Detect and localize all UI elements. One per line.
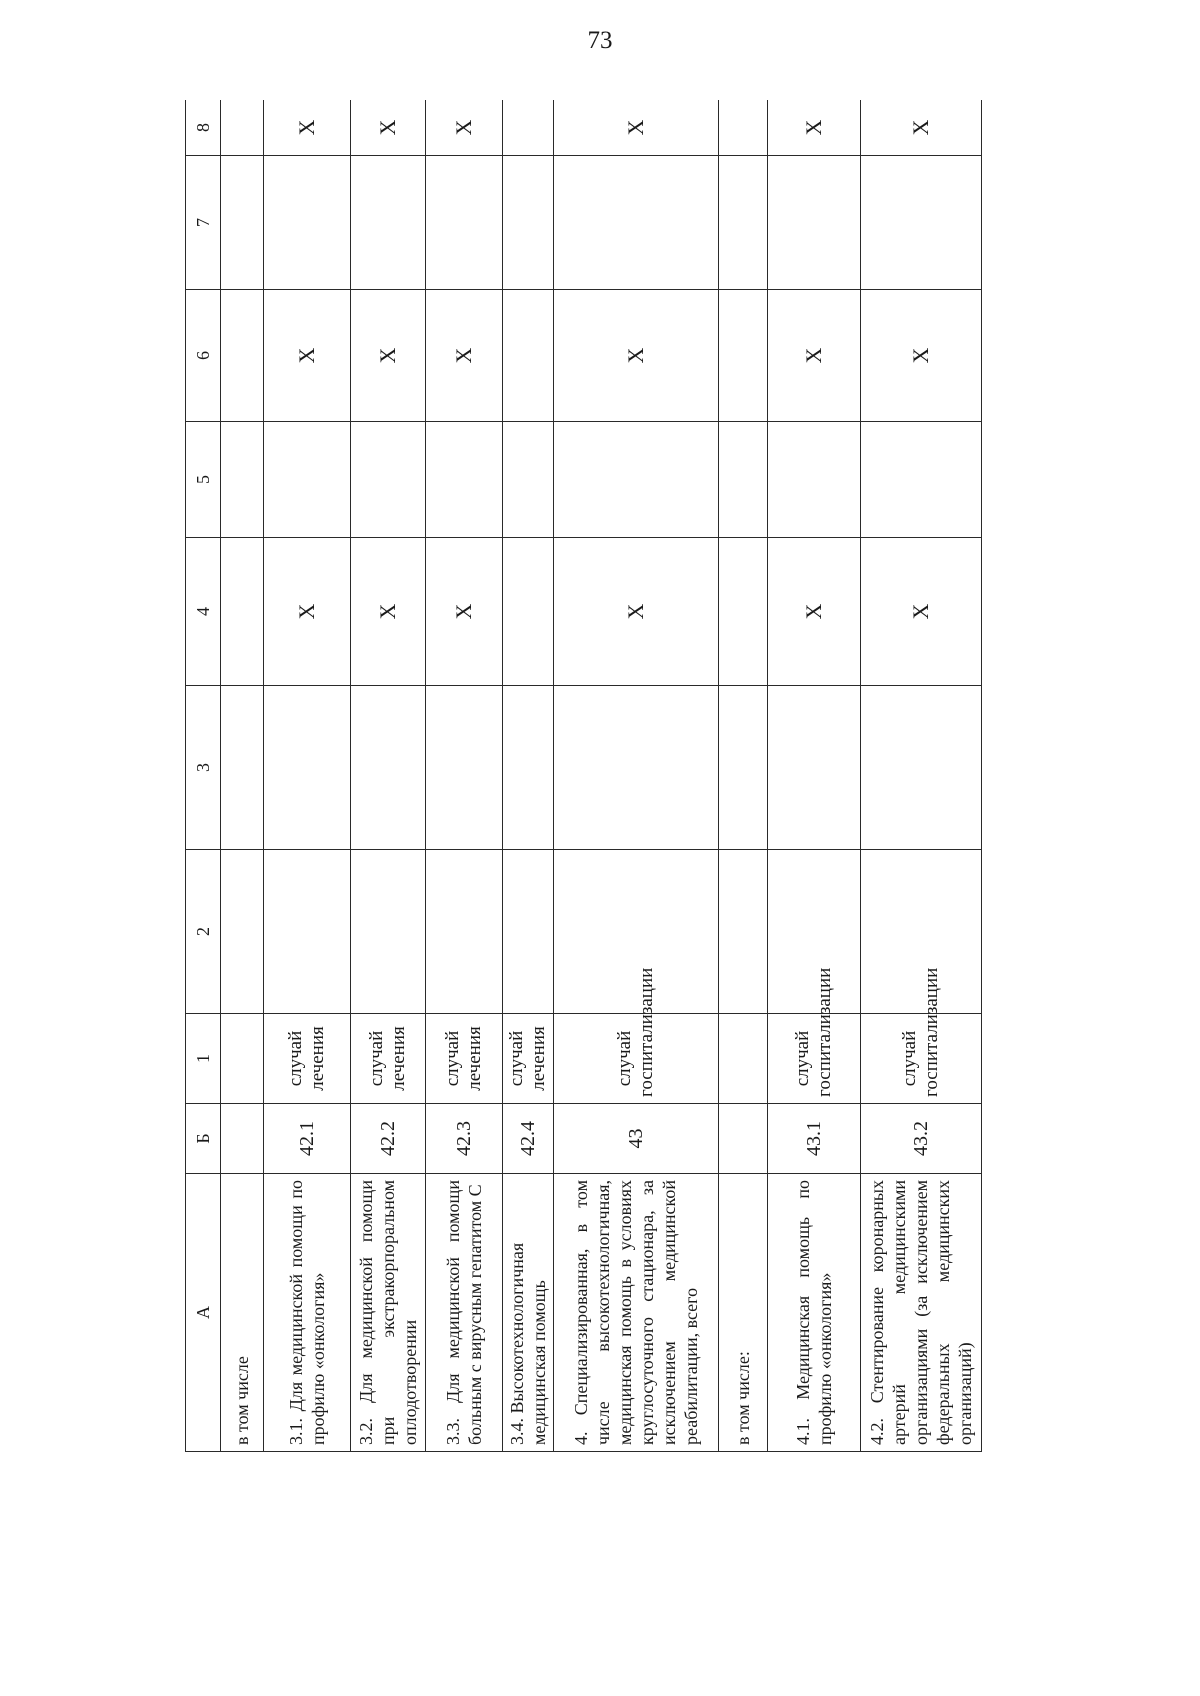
value-cell	[503, 290, 554, 422]
column-header: 1	[186, 1014, 221, 1104]
value-cell: Х	[264, 100, 351, 156]
column-header: 4	[186, 538, 221, 686]
value-cell	[264, 850, 351, 1014]
value-cell: Х	[554, 100, 719, 156]
value-cell	[426, 850, 503, 1014]
value-cell	[426, 686, 503, 850]
unit-cell: случай госпитализации	[861, 1014, 982, 1104]
unit-cell: случай лечения	[264, 1014, 351, 1104]
table-row	[221, 100, 264, 1452]
row-label: в том числе:	[719, 1174, 768, 1452]
data-table	[185, 100, 982, 1452]
unit-cell: случай лечения	[503, 1014, 554, 1104]
value-cell	[351, 422, 426, 538]
column-header: А	[186, 1174, 221, 1452]
value-cell	[503, 156, 554, 290]
unit-cell	[719, 1014, 768, 1104]
value-cell	[503, 850, 554, 1014]
value-cell	[264, 422, 351, 538]
table-row	[554, 100, 719, 1452]
row-label: 4.2. Стентирование коронарных артерий медицинскими организациями (за исключением федеральных медицинских организаций)	[861, 1174, 982, 1452]
value-cell	[221, 156, 264, 290]
value-cell: Х	[426, 538, 503, 686]
value-cell: Х	[264, 290, 351, 422]
value-cell	[221, 422, 264, 538]
column-header: 7	[186, 156, 221, 290]
row-code	[221, 1104, 264, 1174]
row-code: 42.3	[426, 1104, 503, 1174]
value-cell: Х	[426, 100, 503, 156]
value-cell: Х	[426, 290, 503, 422]
unit-cell: случай лечения	[351, 1014, 426, 1104]
value-cell	[426, 156, 503, 290]
value-cell	[221, 850, 264, 1014]
value-cell: Х	[351, 100, 426, 156]
value-cell	[554, 156, 719, 290]
table-row	[861, 100, 982, 1452]
row-label: 3.3. Для медицинской помощи больным с вирусным гепатитом С	[426, 1174, 503, 1452]
value-cell	[503, 422, 554, 538]
value-cell	[719, 538, 768, 686]
row-code: 42.1	[264, 1104, 351, 1174]
value-cell	[719, 686, 768, 850]
value-cell	[719, 850, 768, 1014]
rotated-table-container	[185, 100, 996, 1452]
table-row	[351, 100, 426, 1452]
value-cell	[503, 100, 554, 156]
column-header: 6	[186, 290, 221, 422]
value-cell	[264, 156, 351, 290]
table-row	[264, 100, 351, 1452]
row-code: 43.2	[861, 1104, 982, 1174]
row-label: в том числе	[221, 1174, 264, 1452]
table-header-row	[186, 100, 221, 1452]
row-code: 42.4	[503, 1104, 554, 1174]
row-code: 43	[554, 1104, 719, 1174]
value-cell	[221, 100, 264, 156]
table-row	[768, 100, 861, 1452]
column-header: 5	[186, 422, 221, 538]
value-cell	[351, 156, 426, 290]
value-cell: Х	[351, 538, 426, 686]
value-cell	[554, 422, 719, 538]
unit-cell: случай госпитализации	[768, 1014, 861, 1104]
value-cell	[221, 538, 264, 686]
value-cell	[264, 686, 351, 850]
table-row	[719, 100, 768, 1452]
value-cell	[768, 156, 861, 290]
table-row	[426, 100, 503, 1452]
value-cell	[719, 156, 768, 290]
value-cell	[351, 850, 426, 1014]
value-cell: Х	[861, 100, 982, 156]
value-cell	[351, 686, 426, 850]
value-cell	[719, 422, 768, 538]
value-cell: Х	[861, 290, 982, 422]
column-header: 8	[186, 100, 221, 156]
row-code	[719, 1104, 768, 1174]
column-header: Б	[186, 1104, 221, 1174]
row-label: 3.4. Высокотехнологичная медицинская помощь	[503, 1174, 554, 1452]
value-cell	[861, 686, 982, 850]
value-cell: Х	[861, 538, 982, 686]
page-number: 73	[587, 27, 613, 54]
value-cell	[768, 686, 861, 850]
value-cell	[221, 290, 264, 422]
value-cell: Х	[768, 100, 861, 156]
rotated-table-frame	[185, 100, 996, 1452]
value-cell	[719, 290, 768, 422]
value-cell: Х	[768, 538, 861, 686]
value-cell	[719, 100, 768, 156]
row-label: 3.1. Для медицинской помощи по профилю «онкология»	[264, 1174, 351, 1452]
value-cell	[221, 686, 264, 850]
value-cell	[861, 156, 982, 290]
column-header: 2	[186, 850, 221, 1014]
row-code: 43.1	[768, 1104, 861, 1174]
unit-cell: случай госпитализации	[554, 1014, 719, 1104]
value-cell	[503, 686, 554, 850]
row-label: 4.1. Медицинская помощь по профилю «онкология»	[768, 1174, 861, 1452]
column-header: 3	[186, 686, 221, 850]
value-cell: Х	[351, 290, 426, 422]
value-cell: Х	[554, 290, 719, 422]
value-cell	[426, 422, 503, 538]
row-code: 42.2	[351, 1104, 426, 1174]
value-cell: Х	[554, 538, 719, 686]
unit-cell	[221, 1014, 264, 1104]
row-label: 3.2. Для медицинской помощи при экстракорпоральном оплодотворении	[351, 1174, 426, 1452]
value-cell	[554, 686, 719, 850]
value-cell	[768, 422, 861, 538]
value-cell	[503, 538, 554, 686]
value-cell: Х	[768, 290, 861, 422]
value-cell: Х	[264, 538, 351, 686]
row-label: 4. Специализированная, в том числе высокотехнологичная, медицинская помощь в условиях круглосуточного стационара, за исключением медицинской реабилитации, всего	[554, 1174, 719, 1452]
unit-cell: случай лечения	[426, 1014, 503, 1104]
value-cell	[861, 422, 982, 538]
table-row	[503, 100, 554, 1452]
